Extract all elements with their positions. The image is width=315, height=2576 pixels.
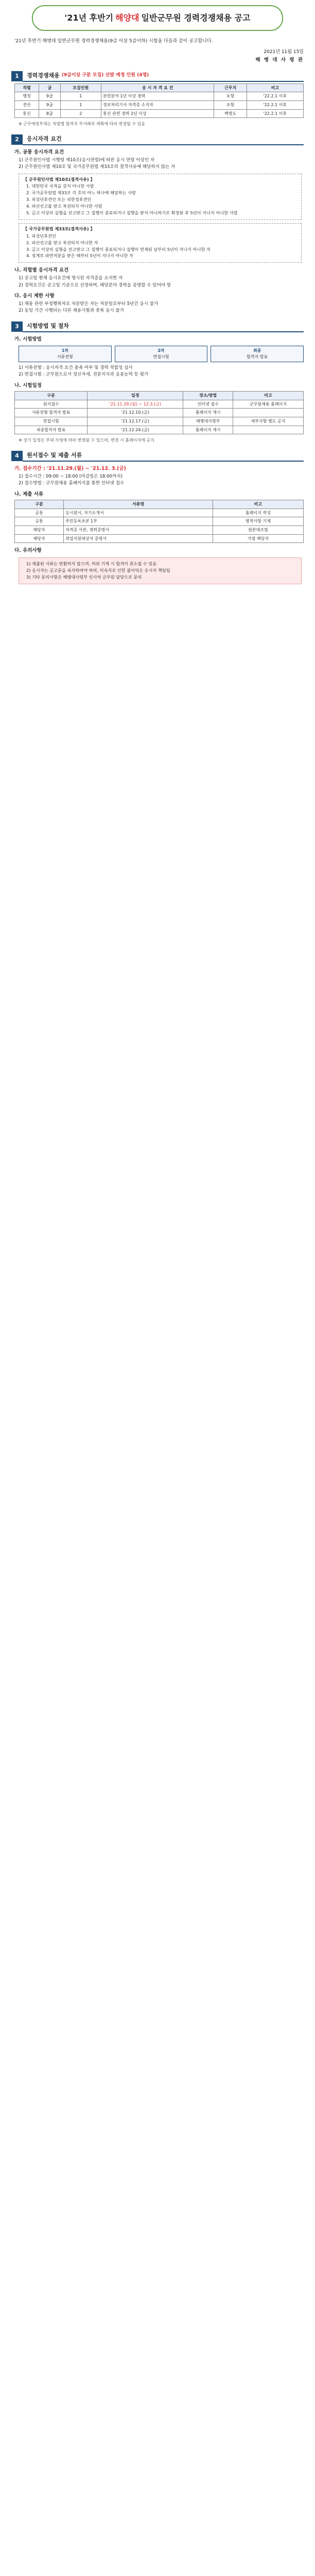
recruitment-table: 직렬 급 모집인원 응 시 자 격 요 건 근무지 비고 행정 9급 1 관련분야 1년 이상 경력 포항 '22.2.1 이후 전산 9급 1 정보처리기사 자격증 소지자 포항 '22.2.1 이후 통신 8급 2 통신 관련 경력 2년 이상 백령도 '22.2.1 이후 xyxy=(14,83,304,118)
announcement-page: '21년 후반기 해양대 일반군무원 경력경쟁채용 공고 '21년 후반기 해병대 일반군무원 경력경쟁채용(9급 이상 5급이하) 시험을 다음과 같이 공고합니다. 2021년 11월 15일 해 병 대 사 령 관 1 경력경쟁채용 (9급이상 구분 모집) 선발 예정 인원 (4명) 직렬 급 모집인원 응 시 자 격 요 건 근무지 비고 행정 9급 1 관련분야 1년 이상 경력 포항 '22.2.1 이후 전산 9급 1 정보처리기사 자격증 소지자 포항 '22.2.1 이후 통신 8급 2 통신 관련 경력 2년 이상 백령도 '22.2.1 이후 ※ 근무예정부대는 직렬별 합격자 부서배치 계획에 따라 변경될 수 있음 2 응시자격 요건 가. 공통 응시자격 요건 1) 군무원인사법 시행령 제10조(응시연령)에 따른 응시 연령 이상인 자 2) 군무원인사법 제10조 및 국가공무원법 제33조의 결격사유에 해당하지 않는 자 【 군무원인사법 제10조(결격사유) 】 1. 대한민국 국적을 갖지 아니한 사람 2. 국가공무원법 제33조 각 호의 어느 하나에 해당하는 사람 3. 피성년후견인 또는 피한정후견인 4. 파산선고를 받고 복권되지 아니한 사람 5. 금고 이상의 실형을 선고받고 그 집행이 종료되거나 집행을 받지 아니하기로 확정된 후 5년이 지나지 아니한 사람 【 국가공무원법 제33조(결격사유) 】 1. 피성년후견인 2. 파산선고를 받고 복권되지 아니한 자 3. 금고 이상의 실형을 선고받고 그 집행이 종료되거나 집행이 면제된 날부터 5년이 지나지 아니한 자 4. 징계로 파면처분을 받은 때부터 5년이 지나지 아니한 자 나. 직렬별 응시자격 요건 1) 공고일 현재 응시요건에 명시된 자격증을 소지한 자 2) 경력요건은 공고일 기준으로 산정하며, 해당분야 경력을 증명할 수 있어야 함 다. 응시 제한 사항 1) 채용 관련 부정행위자로 처분받은 자는 처분일로부터 5년간 응시 불가 2) 동일 기간 시행되는 다른 채용시험과 중복 응시 불가 3 시험방법 및 절차 가. 시험방법 1차 서류전형 2차 면접시험 최종 합격자 발표 1) 서류전형 : 응시자격 요건 충족 여부 및 경력 적합성 심사 2) 면접시험 : 군무원으로서 정신자세, 전문지식과 응용능력 등 평가 나. 시험일정 구분 일정 장소/방법 비고 원서접수 '21.11.29.(월) ~ 12.3.(금) 인터넷 접수 군무원채용 홈페이지 서류전형 합격자 발표 '21.12.10.(금) 홈페이지 게시 면접시험 '21.12.17.(금) 해병대사령부 세부사항 별도 공지 최종합격자 발표 '21.12.24.(금) 홈페이지 게시 ※ 상기 일정은 부대 사정에 따라 변경될 수 있으며, 변경 시 홈페이지에 공지 4 원서접수 및 제출 서류 가. 접수기간 : '21.11.29.(월) ~ '21.12. 3.(금) 1) 접수시간 : 09:00 ~ 18:00 (마감일은 18:00까지) 2) 접수방법 : 군무원채용 홈페이지를 통한 인터넷 접수 나. 제출 서류 구분 서류명 비고 공통 응시원서, 자기소개서 홈페이지 작성 공통 주민등록초본 1부 병적사항 기재 해당자 자격증 사본, 경력증명서 원본대조필 해당자 취업지원대상자 증명서 가점 해당자 다. 유의사항 1) 제출된 서류는 반환하지 않으며, 허위 기재 시 합격이 취소될 수 있음 2) 응시자는 공고문을 숙지하여야 하며, 미숙지로 인한 불이익은 응시자 책임임 3) 기타 문의사항은 해병대사령부 인사처 군무원 담당으로 문의 xyxy=(0,0,315,2576)
table-row: 행정 9급 1 관련분야 1년 이상 경력 포항 '22.2.1 이후 xyxy=(15,92,304,101)
step-item: 2차 면접시험 xyxy=(115,346,208,362)
table-note: ※ 근무예정부대는 직렬별 합격자 부서배치 계획에 따라 변경될 수 있음 xyxy=(19,122,145,127)
table-row: 공통 주민등록초본 1부 병적사항 기재 xyxy=(15,517,304,526)
table-row: 최종합격자 발표 '21.12.24.(금) 홈페이지 게시 xyxy=(15,426,304,434)
title-accent: 해양대 xyxy=(115,13,139,23)
disqualification-box-1: 【 군무원인사법 제10조(결격사유) 】 1. 대한민국 국적을 갖지 아니한 사람 2. 국가공무원법 제33조 각 호의 어느 하나에 해당하는 사람 3. 피성년후견인 또는 피한정후견인 4. 파산선고를 받고 복권되지 아니한 사람 5. 금고 이상의 실형을 선고받고 그 집행이 종료되거나 집행을 받지 아니하기로 확정된 후 5년이 지나지 아니한 사람 xyxy=(19,174,302,220)
table-row: 서류전형 합격자 발표 '21.12.10.(금) 홈페이지 게시 xyxy=(15,409,304,417)
signer: 해 병 대 사 령 관 xyxy=(255,57,304,63)
table-row: 원서접수 '21.11.29.(월) ~ 12.3.(금) 인터넷 접수 군무원채용 홈페이지 xyxy=(15,400,304,409)
table-row: 전산 9급 1 정보처리기사 자격증 소지자 포항 '22.2.1 이후 xyxy=(15,101,304,110)
table-row: 통신 8급 2 통신 관련 경력 2년 이상 백령도 '22.2.1 이후 xyxy=(15,109,304,118)
table-row: 공통 응시원서, 자기소개서 홈페이지 작성 xyxy=(15,509,304,517)
intro-text: '21년 후반기 해병대 일반군무원 경력경쟁채용(9급 이상 5급이하) 시험을 다음과 같이 공고합니다. xyxy=(14,39,213,44)
step-item: 1차 서류전형 xyxy=(19,346,112,362)
disqualification-box-2: 【 국가공무원법 제33조(결격사유) 】 1. 피성년후견인 2. 파산선고를 받고 복권되지 아니한 자 3. 금고 이상의 실형을 선고받고 그 집행이 종료되거나 집행이 면제된 날부터 5년이 지나지 아니한 자 4. 징계로 파면처분을 받은 때부터 5년이 지나지 아니한 자 xyxy=(19,223,302,263)
announcement-title: '21년 후반기 해양대 일반군무원 경력경쟁채용 공고 xyxy=(32,5,283,31)
schedule-table: 구분 일정 장소/방법 비고 원서접수 '21.11.29.(월) ~ 12.3.(금) 인터넷 접수 군무원채용 홈페이지 서류전형 합격자 발표 '21.12.10.(금) 홈페이지 게시 면접시험 '21.12.17.(금) 해병대사령부 세부사항 별도 공지 최종합격자 발표 '21.12.24.(금) 홈페이지 게시 xyxy=(14,391,304,434)
documents-table: 구분 서류명 비고 공통 응시원서, 자기소개서 홈페이지 작성 공통 주민등록초본 1부 병적사항 기재 해당자 자격증 사본, 경력증명서 원본대조필 해당자 취업지원대상자 증명서 가점 해당자 xyxy=(14,500,304,543)
step-item: 최종 합격자 발표 xyxy=(211,346,304,362)
section-4-header: 4 원서접수 및 제출 서류 xyxy=(11,451,304,461)
exam-steps xyxy=(19,346,304,362)
section-3-header: 3 시험방법 및 절차 xyxy=(11,321,304,332)
section-1-header: 1 경력경쟁채용 (9급이상 구분 모집) 선발 예정 인원 (4명) xyxy=(11,71,304,81)
table-row: 해당자 자격증 사본, 경력증명서 원본대조필 xyxy=(15,526,304,535)
table-row: 해당자 취업지원대상자 증명서 가점 해당자 xyxy=(15,534,304,543)
table-row: 면접시험 '21.12.17.(금) 해병대사령부 세부사항 별도 공지 xyxy=(15,417,304,426)
announcement-date: 2021년 11월 15일 xyxy=(264,49,304,55)
section-2-header: 2 응시자격 요건 xyxy=(11,134,304,145)
caution-box: 1) 제출된 서류는 반환하지 않으며, 허위 기재 시 합격이 취소될 수 있음 2) 응시자는 공고문을 숙지하여야 하며, 미숙지로 인한 불이익은 응시자 책임임 3) 기타 문의사항은 해병대사령부 인사처 군무원 담당으로 문의 xyxy=(19,557,302,584)
